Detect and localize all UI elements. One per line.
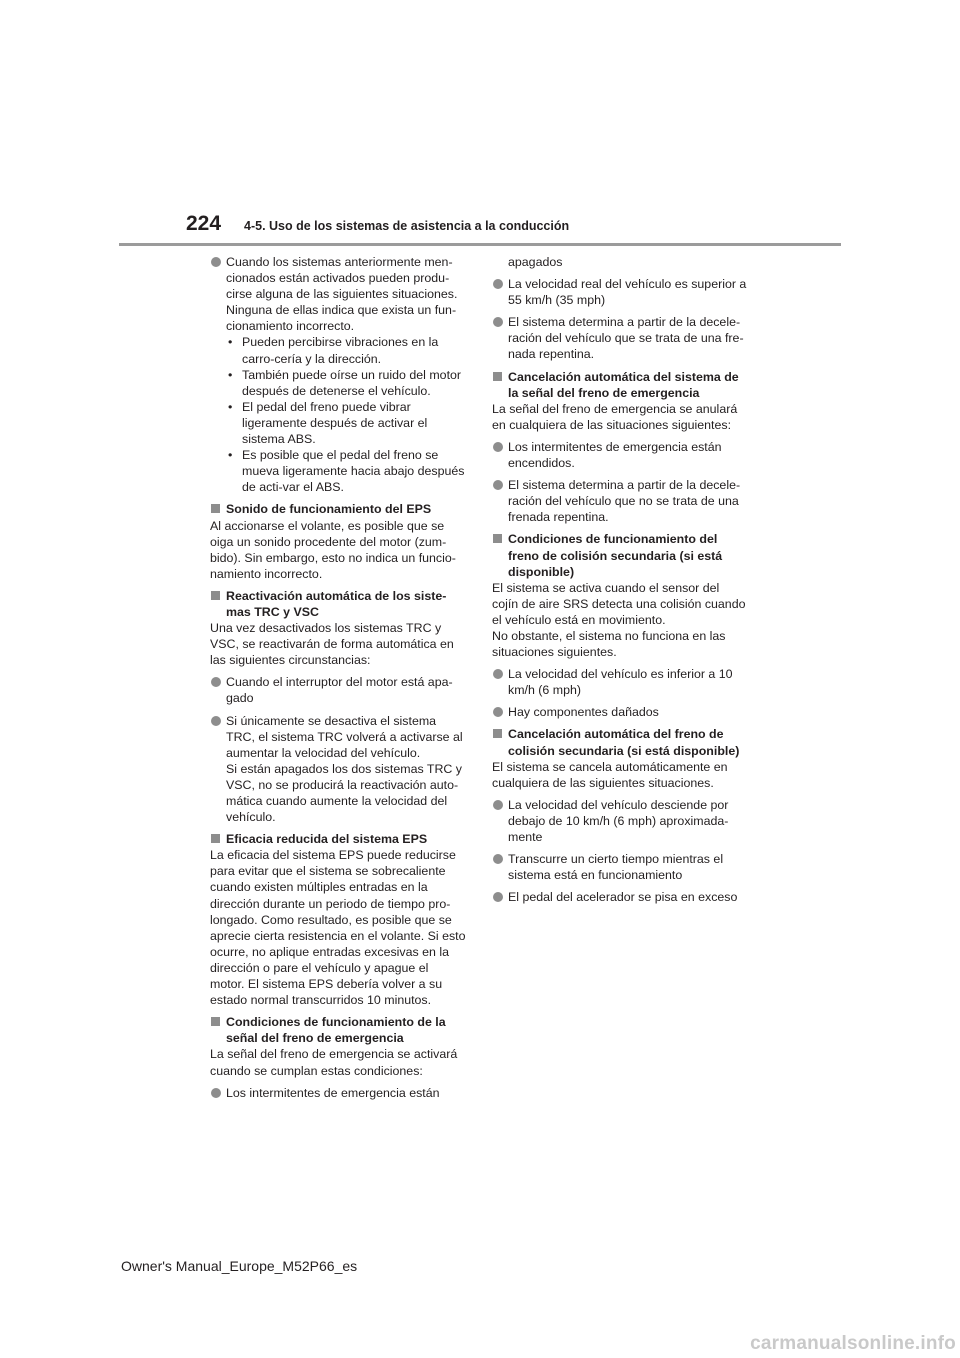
square-bullet-icon: [493, 534, 502, 543]
bullet-text: El sistema determina a partir de la decele-ración del vehículo que no se trata de una frenada repentina.: [508, 478, 741, 525]
section-heading: [492, 726, 748, 758]
heading-text: Sonido de funcionamiento del EPS: [226, 502, 432, 517]
section-heading: [210, 831, 466, 847]
paragraph: El sistema se cancela automáticamente en cualquiera de las siguientes situaciones.: [492, 759, 728, 790]
square-bullet-icon: [493, 729, 502, 738]
paragraph: Al accionarse el volante, es posible que se oiga un sonido procedente del motor (zum-bido). Sin embargo, esto no indica un funcio-namiento incorrecto.: [210, 518, 456, 581]
page-number: 224: [186, 212, 222, 235]
circle-bullet-icon: [493, 707, 503, 717]
sub-item-text: Pueden percibirse vibraciones en la carro-cería y la dirección.: [242, 335, 439, 366]
bullet-text: Los intermitentes de emergencia están encendidos.: [508, 439, 722, 471]
bullet-item: [492, 666, 748, 698]
sub-item: [226, 367, 466, 399]
bullet-item: [492, 439, 748, 471]
dot-bullet-icon: •: [228, 335, 233, 350]
sub-item: [226, 334, 466, 366]
bullet-text: El pedal del acelerador se pisa en exceso: [508, 890, 738, 905]
circle-bullet-icon: [211, 716, 221, 726]
paragraph: La eficacia del sistema EPS puede reducirse para evitar que el sistema se sobrecaliente cuando existen múltiples entradas en la dirección durante un periodo de tiempo pro-longado. Como resultado, es posible que se aprecie cierta resistencia en el volante. Si esto ocurre, no aplique entradas excesivas en la dirección o pare el vehículo y apague el motor. El sistema EPS debería volver a su estado normal transcurridos 10 minutos.: [210, 848, 466, 1008]
heading-text: Condiciones de funcionamiento de la señal del freno de emergencia: [226, 1015, 446, 1046]
bullet-item: [210, 1085, 466, 1101]
sub-item: [226, 399, 466, 447]
bullet-item: [492, 851, 748, 883]
bullet-item: [210, 254, 466, 495]
circle-bullet-icon: [211, 677, 221, 687]
bullet-text: Transcurre un cierto tiempo mientras el sistema está en funcionamiento: [508, 852, 724, 883]
left-column: [210, 254, 466, 1107]
heading-text: Cancelación automática del sistema de la señal del freno de emergencia: [508, 369, 739, 400]
square-bullet-icon: [211, 591, 220, 600]
circle-bullet-icon: [493, 279, 503, 289]
square-bullet-icon: [211, 504, 220, 513]
bullet-text: Si están apagados los dos sistemas TRC y VSC, no se producirá la reactivación auto-mática cuando aumente la velocidad del vehículo.: [226, 761, 462, 825]
circle-bullet-icon: [211, 1088, 221, 1098]
paragraph: El sistema se activa cuando el sensor del cojín de aire SRS detecta una colisión cuando el vehículo está en movimiento.: [492, 580, 746, 627]
heading-text: Cancelación automática del freno de colisión secundaria (si está disponible): [508, 727, 740, 758]
section-heading: [210, 501, 466, 517]
sub-item-text: Es posible que el pedal del freno se mueva ligeramente hacia abajo después de acti-var el ABS.: [242, 448, 465, 495]
bullet-text: Los intermitentes de emergencia están: [226, 1085, 440, 1100]
bullet-item: [210, 713, 466, 826]
square-bullet-icon: [493, 372, 502, 381]
square-bullet-icon: [211, 834, 220, 843]
bullet-item: [492, 797, 748, 845]
circle-bullet-icon: [493, 317, 503, 327]
circle-bullet-icon: [493, 892, 503, 902]
heading-text: Reactivación automática de los siste-mas TRC y VSC: [226, 588, 447, 619]
paragraph: La señal del freno de emergencia se anulará en cualquiera de las situaciones siguientes:: [492, 401, 738, 432]
sub-item: [226, 447, 466, 495]
bullet-item: [210, 674, 466, 706]
bullet-text: Hay componentes dañados: [508, 705, 659, 720]
section-heading: [492, 531, 748, 579]
bullet-text: La velocidad real del vehículo es superior a 55 km/h (35 mph): [508, 277, 747, 308]
paragraph: Una vez desactivados los sistemas TRC y VSC, se reactivarán de forma automática en las siguientes circunstancias:: [210, 621, 454, 668]
circle-bullet-icon: [211, 257, 221, 267]
paragraph: La señal del freno de emergencia se activará cuando se cumplan estas condiciones:: [210, 1047, 458, 1078]
section-heading: [210, 588, 466, 620]
circle-bullet-icon: [493, 854, 503, 864]
manual-identifier: Owner's Manual_Europe_M52P66_es: [121, 1258, 358, 1274]
bullet-text: La velocidad del vehículo desciende por debajo de 10 km/h (6 mph) aproximada-mente: [508, 797, 729, 844]
bullet-item: [492, 889, 748, 905]
dot-bullet-icon: •: [228, 448, 233, 463]
bullet-continuation: apagados: [508, 255, 563, 269]
header-divider: [119, 243, 841, 246]
bullet-item: [492, 276, 748, 308]
right-column: [492, 254, 748, 911]
heading-text: Eficacia reducida del sistema EPS: [226, 832, 428, 847]
bullet-text: Cuando el interruptor del motor está apa-gado: [226, 675, 453, 706]
bullet-text: Si únicamente se desactiva el sistema TRC, el sistema TRC volverá a activarse al aumentar la velocidad del vehículo.: [226, 713, 463, 760]
heading-text: Condiciones de funcionamiento del freno de colisión secundaria (si está disponible): [508, 532, 723, 579]
watermark: carmanualsonline.info: [750, 1333, 956, 1354]
dot-bullet-icon: •: [228, 399, 233, 414]
bullet-text: El sistema determina a partir de la decele-ración del vehículo que se trata de una fre-nada repentina.: [508, 315, 744, 362]
bullet-item: [492, 704, 748, 720]
circle-bullet-icon: [493, 480, 503, 490]
circle-bullet-icon: [493, 800, 503, 810]
paragraph: No obstante, el sistema no funciona en las situaciones siguientes.: [492, 628, 726, 660]
bullet-text: La velocidad del vehículo es inferior a 10 km/h (6 mph): [508, 667, 733, 698]
sub-item-text: También puede oírse un ruido del motor después de detenerse el vehículo.: [242, 367, 462, 398]
dot-bullet-icon: •: [228, 367, 233, 382]
section-heading: [492, 369, 748, 401]
bullet-item: [492, 314, 748, 362]
bullet-text: Cuando los sistemas anteriormente men-cionados están activados pueden produ-cirse alguna de las siguientes situaciones. Ninguna de ellas indica que exista un fun-cionamiento incorrecto.: [226, 255, 458, 334]
circle-bullet-icon: [493, 442, 503, 452]
sub-item-text: El pedal del freno puede vibrar ligeramente después de activar el sistema ABS.: [242, 399, 428, 447]
square-bullet-icon: [211, 1017, 220, 1026]
bullet-item: [492, 477, 748, 525]
circle-bullet-icon: [493, 669, 503, 679]
section-heading: [210, 1014, 466, 1046]
section-title: 4-5. Uso de los sistemas de asistencia a la conducción: [244, 219, 570, 233]
